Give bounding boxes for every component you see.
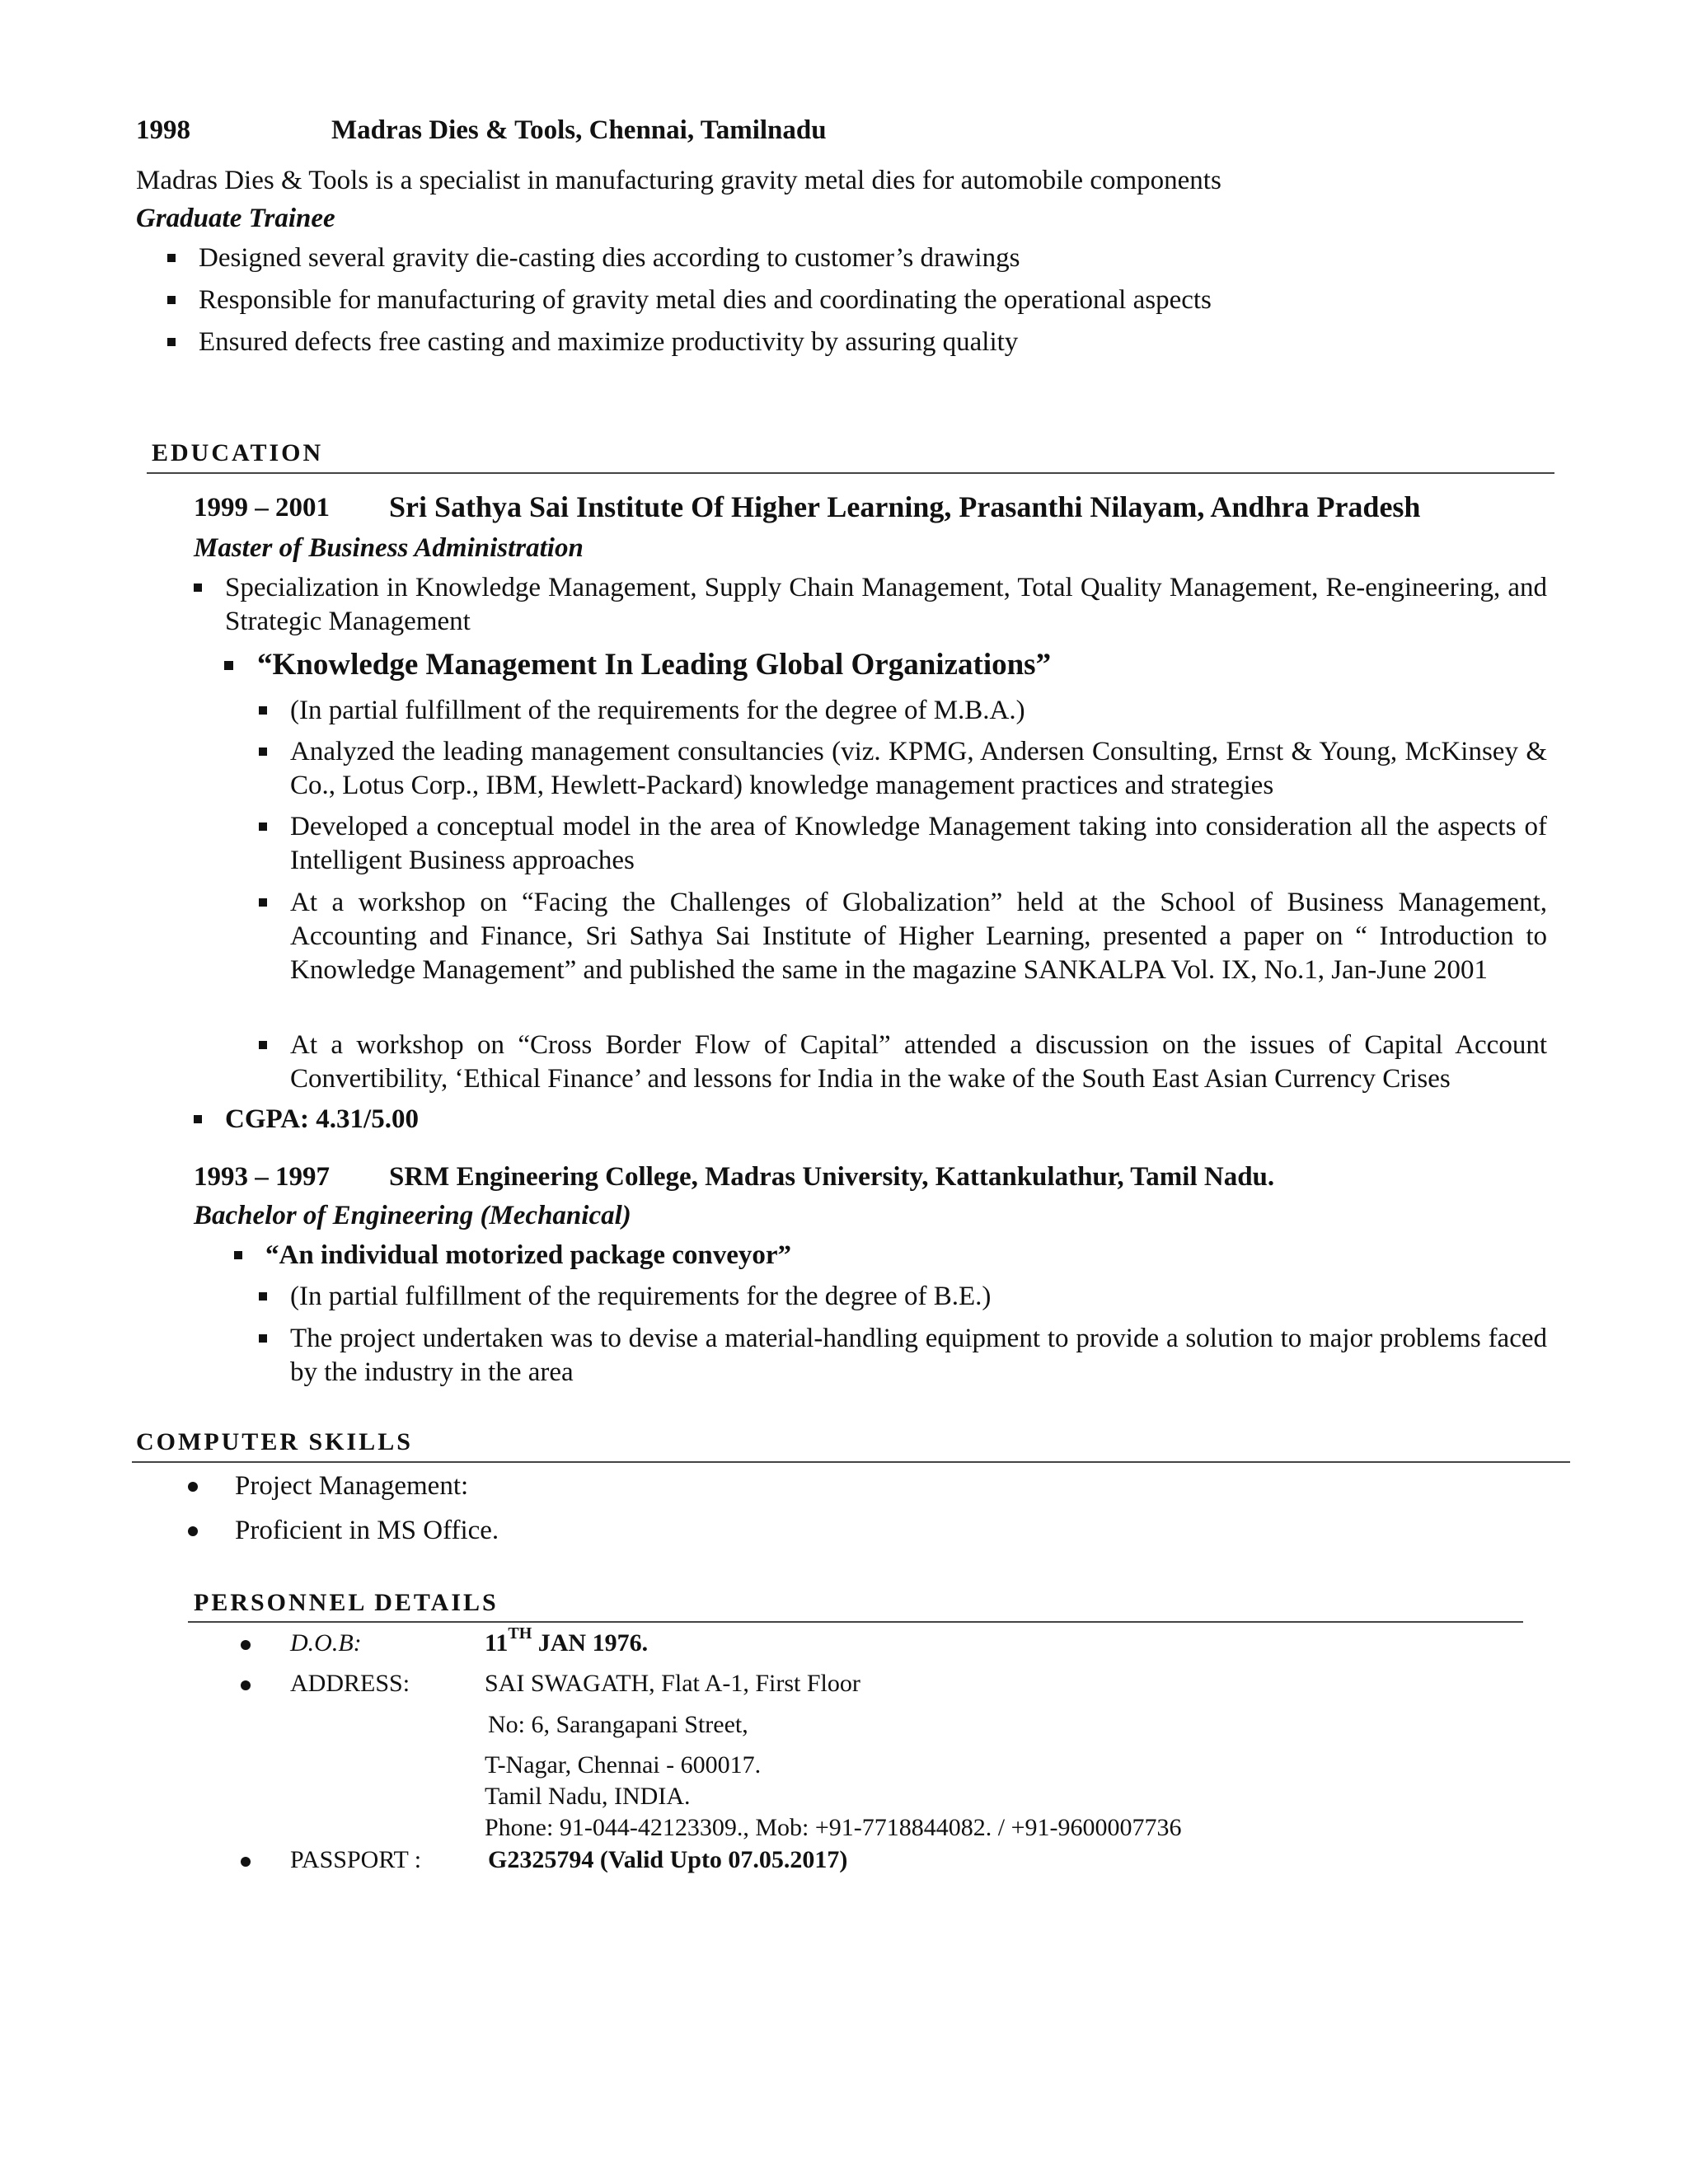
be-project-point: (In partial fulfillment of the requirements for the degree of B.E.) <box>290 1280 1547 1314</box>
be-years: 1993 – 1997 <box>194 1162 330 1192</box>
mba-project-point: (In partial fulfillment of the requirements for the degree of M.B.A.) <box>290 694 1547 728</box>
address-line: No: 6, Sarangapani Street, <box>488 1711 748 1738</box>
job-description: Madras Dies & Tools is a specialist in manufacturing gravity metal dies for automobile components <box>136 166 1221 195</box>
education-heading: EDUCATION <box>152 439 324 466</box>
personal-heading: PERSONNEL DETAILS <box>194 1589 499 1616</box>
mba-specialization: Specialization in Knowledge Management, Supply Chain Management, Total Quality Management, Re-engineering, and Strategic Management <box>225 571 1547 639</box>
skills-rule <box>132 1461 1570 1463</box>
address-label: ADDRESS: <box>290 1670 410 1697</box>
job-bullet: Ensured defects free casting and maximize productivity by assuring quality <box>199 326 1018 359</box>
personal-rule <box>188 1621 1523 1623</box>
mba-project-title: “Knowledge Management In Leading Global Organizations” <box>257 648 1052 682</box>
mba-degree: Master of Business Administration <box>194 533 584 563</box>
bullet-dot-icon <box>188 1482 198 1492</box>
passport-value: G2325794 (Valid Upto 07.05.2017) <box>488 1846 848 1873</box>
skills-heading: COMPUTER SKILLS <box>136 1428 413 1455</box>
mba-institution: Sri Sathya Sai Institute Of Higher Learning, Prasanthi Nilayam, Andhra Pradesh <box>389 490 1421 523</box>
job-bullet: Responsible for manufacturing of gravity metal dies and coordinating the operational aspects <box>199 284 1212 317</box>
bullet-dot-icon <box>241 1640 251 1650</box>
dob-label: D.O.B: <box>290 1629 362 1657</box>
passport-label: PASSPORT : <box>290 1846 422 1873</box>
be-degree: Bachelor of Engineering (Mechanical) <box>194 1201 631 1230</box>
job-role: Graduate Trainee <box>136 204 335 233</box>
address-line: Tamil Nadu, INDIA. <box>485 1783 691 1810</box>
mba-cgpa: CGPA: 4.31/5.00 <box>225 1103 419 1137</box>
mba-years: 1999 – 2001 <box>194 493 330 523</box>
mba-project-point: At a workshop on “Cross Border Flow of Capital” attended a discussion on the issues of Capital Account Convertibility, ‘Ethical Finance’ and lessons for India in the wake of the South East Asian Currency Crises <box>290 1029 1547 1096</box>
job-year: 1998 <box>136 115 190 145</box>
mba-project-point: At a workshop on “Facing the Challenges of Globalization” held at the School of Business Management, Accounting and Finance, Sri Sathya Sai Institute of Higher Learning, presented a paper on “ Introduction to Knowledge Management” and published the same in the magazine SANKALPA Vol. IX, No.1, Jan-June 2001 <box>290 886 1547 987</box>
skill-item: Proficient in MS Office. <box>235 1516 499 1545</box>
address-phone: Phone: 91-044-42123309., Mob: +91-7718844082. / +91-9600007736 <box>485 1814 1182 1841</box>
mba-project-point: Developed a conceptual model in the area of Knowledge Management taking into consideration all the aspects of Intelligent Business approaches <box>290 810 1547 878</box>
be-project-point: The project undertaken was to devise a material-handling equipment to provide a solution to major problems faced by the industry in the area <box>290 1322 1547 1390</box>
address-line: SAI SWAGATH, Flat A-1, First Floor <box>485 1670 860 1697</box>
be-project-title: “An individual motorized package conveyor” <box>265 1239 791 1272</box>
job-company: Madras Dies & Tools, Chennai, Tamilnadu <box>331 115 827 145</box>
bullet-dot-icon <box>241 1857 251 1867</box>
mba-project-point: Analyzed the leading management consultancies (viz. KPMG, Andersen Consulting, Ernst & Young, McKinsey & Co., Lotus Corp., IBM, Hewlett-Packard) knowledge management practices and strategies <box>290 735 1547 803</box>
address-line: T-Nagar, Chennai - 600017. <box>485 1751 762 1779</box>
bullet-dot-icon <box>188 1526 198 1536</box>
be-institution: SRM Engineering College, Madras University, Kattankulathur, Tamil Nadu. <box>389 1162 1275 1192</box>
education-rule <box>147 472 1554 474</box>
dob-value: 11TH JAN 1976. <box>485 1624 649 1657</box>
skill-item: Project Management: <box>235 1471 469 1501</box>
bullet-dot-icon <box>241 1680 251 1690</box>
job-bullet: Designed several gravity die-casting dies according to customer’s drawings <box>199 241 1020 275</box>
